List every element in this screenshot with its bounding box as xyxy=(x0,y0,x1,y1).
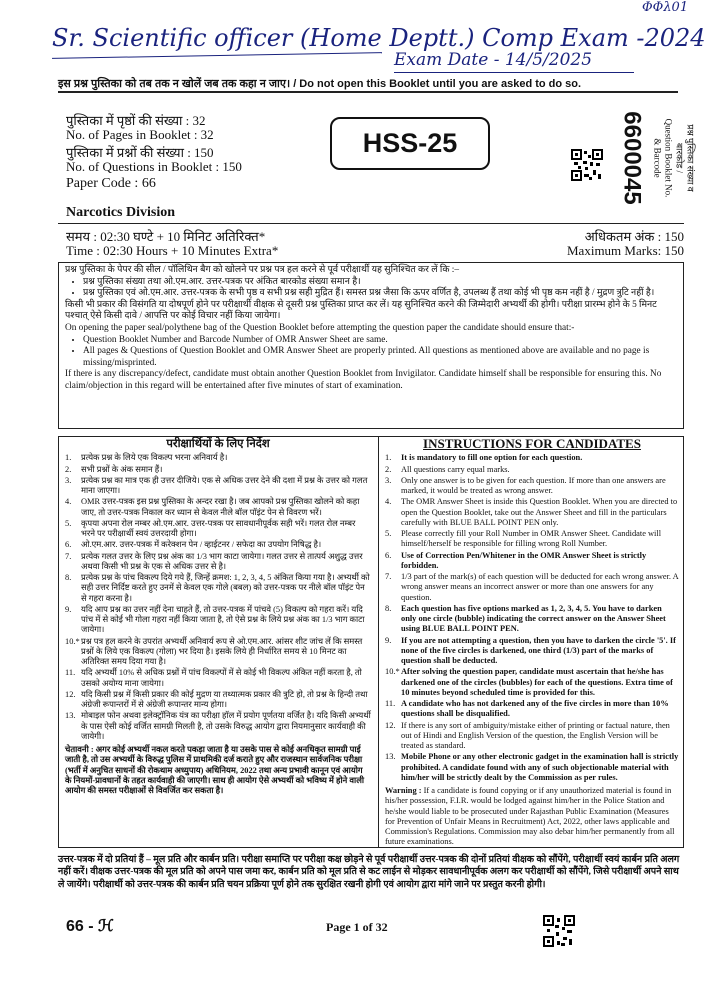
handwritten-title: Sr. Scientific officer (Home Deptt.) Comp Exam -2024 xyxy=(52,24,706,52)
max-marks-hi: अधिकतम अंक : 150 xyxy=(584,229,684,244)
notice-bullet: • Question Booklet Number and Barcode Number of OMR Answer Sheet are same. xyxy=(83,335,677,347)
instructions-english-heading: INSTRUCTIONS FOR CANDIDATES xyxy=(423,436,641,451)
instruction-item xyxy=(385,453,679,463)
paper-code: Paper Code : 66 xyxy=(66,176,156,191)
handwritten-underline xyxy=(394,72,634,73)
instruction-text: प्रत्येक प्रश्न का मात्र एक ही उत्तर दीजिये। एक से अधिक उत्तर देने की दशा में प्रश्न के उत्तर को गलत माना जाएगा। xyxy=(81,475,368,495)
page-number: Page 1 of 32 xyxy=(326,920,388,934)
booklet-code-box xyxy=(330,117,490,170)
instruction-text: 1/3 part of the mark(s) of each question will be deducted for each wrong answer. A wrong answer means an incorrect answer or more than one answers for any question. xyxy=(401,572,679,602)
instruction-item xyxy=(385,752,679,783)
booklet-check-notice xyxy=(58,262,684,429)
instruction-item xyxy=(65,605,371,636)
instruction-number: 3. xyxy=(385,475,392,485)
division-name: Narcotics Division xyxy=(66,205,176,220)
instruction-number: 12. xyxy=(385,720,396,730)
instruction-item xyxy=(385,529,679,550)
instruction-number: 8. xyxy=(65,573,72,582)
instruction-text: After solving the question paper, candidate must ascertain that he/she has darkened one of the circles (bubbles) for each of the questions. Extra time of 10 minutes beyond scheduled time is provided for this. xyxy=(401,667,673,697)
instruction-text: The OMR Answer Sheet is inside this Question Booklet. When you are directed to open the Question Booklet, take out the Answer Sheet and fill in the particulars carefully with BLUE BALL POINT PEN only. xyxy=(401,497,678,527)
instruction-item xyxy=(385,572,679,603)
instruction-item xyxy=(65,476,371,497)
instruction-text: प्रश्न पत्र हल करने के उपरांत अभ्यर्थी अनिवार्य रूप से ओ.एम.आर. आंसर शीट जांच लें कि समस्त प्रश्नों के लिये एक विकल्प (गोला) भर दिया है। इसके लिये ही निर्धारित समय से 10 मिनट का अतिरिक्त समय दिया गया है। xyxy=(81,636,363,666)
instruction-item xyxy=(65,497,371,518)
instruction-item xyxy=(65,465,371,475)
instruction-text: प्रत्येक प्रश्न के लिये एक विकल्प भरना अनिवार्य है। xyxy=(81,453,228,463)
serial-number-text: 6600045 xyxy=(619,111,646,205)
instruction-text: If there is any sort of ambiguity/mistake either of printing or factual nature, then out of Hindi and English Version of the question, the English Version will be treated as standard. xyxy=(401,720,670,750)
instruction-number: 13. xyxy=(385,752,396,762)
instruction-number: 7. xyxy=(65,551,72,561)
questions-count-hi: पुस्तिका में प्रश्नों की संख्या : 150 xyxy=(66,145,214,160)
side-label-line: प्रश्न पुस्तिका संख्या व xyxy=(685,124,695,192)
instruction-item xyxy=(385,551,679,572)
max-marks-en: Maximum Marks: 150 xyxy=(567,243,684,258)
instruction-text: मोबाइल फोन अथवा इलेक्ट्रॉनिक यंत्र का परीक्षा हॉल में प्रयोग पूर्णतया वर्जित है। यदि किसी अभ्यर्थी के पास ऐसी कोई वर्जित सामग्री मिलती है, तो उसके विरुद्ध आयोग द्वारा नियमानुसार कार्यवाही की जायेगी। xyxy=(81,711,371,741)
instruction-text: Only one answer is to be given for each question. If more than one answers are marked, it would be treated as wrong answer. xyxy=(401,475,666,495)
notice-bullet: • All pages & Questions of Question Booklet and OMR Answer Sheet are properly printed. All questions as mentioned above are available and no page is missing/misprinted. xyxy=(83,346,677,369)
warning-english xyxy=(385,786,679,848)
instruction-item xyxy=(385,721,679,752)
do-not-open-warning: इस प्रश्न पुस्तिका को तब तक न खोलें जब तक कहा न जाए। / Do not open this Booklet until you are asked to do so. xyxy=(58,78,582,90)
notice-intro-hi: प्रश्न पुस्तिका के पेपर की सील / पॉलिथिन बैग को खोलने पर प्रश्न पत्र हल करने से पूर्व परीक्षार्थी यह सुनिश्चित कर लें कि :– xyxy=(65,265,460,275)
instruction-number: 10.* xyxy=(385,667,400,677)
instruction-text: Please correctly fill your Roll Number in OMR Answer Sheet. Candidate will himself/herself be responsible for filling wrong Roll Number. xyxy=(401,529,662,549)
instruction-text: प्रत्येक गलत उत्तर के लिए प्रश्न अंक का 1/3 भाग काटा जायेगा। गलत उत्तर से तात्पर्य अशुद्ध उत्तर अथवा किसी भी प्रश्न के एक से अधिक उत्तर से है। xyxy=(81,551,363,571)
instruction-text: A candidate who has not darkened any of the five circles in more than 10% questions shall be disqualified. xyxy=(401,699,669,719)
divider xyxy=(58,91,678,93)
instruction-number: 5. xyxy=(385,529,392,538)
instruction-text: कृपया अपना रोल नम्बर ओ.एम.आर. उत्तर-पत्रक पर सावधानीपूर्वक सही भरें। गलत रोल नम्बर भरने पर परीक्षार्थी स्वयं उत्तरदायी होगा। xyxy=(81,518,356,538)
side-label-line: & Barcode xyxy=(652,138,662,178)
instruction-text: ओ.एम.आर. उत्तर-पत्रक में करेक्शन पेन / व्हाईटनर / सफेदा का उपयोग निषिद्ध है। xyxy=(81,540,322,550)
booklet-serial-number xyxy=(619,103,645,213)
instruction-item xyxy=(65,637,371,668)
instructions-english-list xyxy=(385,453,679,783)
instruction-text: यदि किसी प्रश्न में किसी प्रकार की कोई मुद्रण या तथ्यात्मक प्रकार की त्रुटि हो, तो प्रश्न के हिन्दी तथा अंग्रेजी रूपान्तरों में से अंग्रेजी रूपान्तर मान्य होगा। xyxy=(81,689,368,709)
time-hi: समय : 02:30 घण्टे + 10 मिनिट अतिरिक्त* xyxy=(66,229,266,244)
handwritten-underline xyxy=(52,52,382,59)
instruction-item xyxy=(65,573,371,604)
column-divider xyxy=(378,437,379,847)
instruction-text: सभी प्रश्नों के अंक समान हैं। xyxy=(81,464,163,474)
instruction-text: OMR उत्तर-पत्रक इस प्रश्न पुस्तिका के अन्दर रखा है। जब आपको प्रश्न पुस्तिका खोलने को कहा जाए, तो उत्तर-पत्रक निकाल कर ध्यान से केवल नीले बॉल पॉइंट पेन से विवरण भरें। xyxy=(81,497,360,517)
instruction-number: 6. xyxy=(65,540,72,550)
instruction-number: 4. xyxy=(65,497,72,507)
side-label-line: Question Booklet No. xyxy=(663,118,673,198)
instruction-number: 5. xyxy=(65,518,72,528)
instruction-text: Mobile Phone or any other electronic gadget in the examination hall is strictly prohibited. A candidate found with any of such objectionable material with him/her will be strictly dealt by the Commission as per rules. xyxy=(401,752,679,782)
instruction-item xyxy=(385,497,679,528)
instruction-text: यदि अभ्यर्थी 10% से अधिक प्रश्नों में पांच विकल्पों में से कोई भी विकल्प अंकित नहीं करता है, तो उसको अयोग्य माना जायेगा। xyxy=(81,668,362,688)
instruction-number: 2. xyxy=(385,464,392,474)
instructions-hindi-heading: परीक्षार्थियों के लिए निर्देश xyxy=(166,438,270,450)
instructions-english-column xyxy=(385,436,679,848)
instruction-number: 13. xyxy=(65,711,76,721)
instruction-text: All questions carry equal marks. xyxy=(401,464,510,474)
instruction-number: 11. xyxy=(65,668,76,678)
warning-label: Warning : xyxy=(385,786,422,795)
booklet-number-label xyxy=(648,103,698,213)
instructions-hindi-column xyxy=(65,439,371,796)
instruction-text: Each question has five options marked as 1, 2, 3, 4, 5. You have to darken only one circle (bubble) indicating the correct answer on the Answer Sheet using BLUE BALL POINT PEN. xyxy=(401,603,666,634)
notice-intro-en: On opening the paper seal/polythene bag of the Question Booklet before attempting the question paper the candidate should ensure that:- xyxy=(65,322,575,333)
instruction-number: 11. xyxy=(385,699,396,708)
warning-hindi: चेतावनी : अगर कोई अभ्यर्थी नकल करते पकड़ा जाता है या उसके पास से कोई अनधिकृत सामग्री पाई जाती है, तो उस अभ्यर्थी के विरुद्ध पुलिस में प्राथमिकी दर्ज कराते हुए और राजस्थान सार्वजनिक परीक्षा (भर्ती में अनुचित साधनों की रोकथाम अध्युपाय) अधिनियम, 2022 तथा अन्य प्रभावी कानून एवं आयोग के नियमों-प्रावधानों के तहत कार्यवाही की जाएगी। साथ ही आयोग ऐसे अभ्यर्थी को भविष्य में होने वाली आयोग की समस्त परीक्षाओं से विवर्जित कर सकता है। xyxy=(65,745,365,795)
notice-bullet: • प्रश्न पुस्तिका एवं ओ.एम.आर. उत्तर-पत्रक के सभी पृष्ठ व सभी प्रश्न सही मुद्रित हैं। समस्त प्रश्न जैसा कि ऊपर वर्णित है, उपलब्ध हैं तथा कोई भी पृष्ठ कम नहीं है / मुद्रण त्रुटि नहीं है। xyxy=(83,288,677,300)
instruction-item xyxy=(65,453,371,463)
instruction-number: 9. xyxy=(385,635,392,645)
instruction-text: प्रत्येक प्रश्न के पांच विकल्प दिये गये हैं, जिन्हें क्रमश: 1, 2, 3, 4, 5 अंकित किया गया है। अभ्यर्थी को सही उत्तर निर्दिष्ट करते हुए उनमें से केवल एक गोले (बबल) को उत्तर-पत्रक पर नीले बॉल पॉइंट पेन से गहरा करना है। xyxy=(81,573,370,603)
instruction-number: 6. xyxy=(385,550,392,560)
questions-count-en: No. of Questions in Booklet : 150 xyxy=(66,159,242,174)
instruction-number: 1. xyxy=(385,453,392,463)
instruction-item xyxy=(65,690,371,711)
qr-code-icon xyxy=(571,149,603,181)
warning-text: If a candidate is found copying or if any unauthorized material is found in his/her possession, F.I.R. would be lodged against him/her in the Police Station and he/she would liable to be prosecuted under Rajasthan Public Examination (Measures for Prevention of Unfair Means in Recruitment) Act, 2022, other laws applicable and Commission's Regulations. Commission may also debar him/her permanently from all future examinations. xyxy=(385,786,675,847)
divider xyxy=(58,223,684,224)
instruction-number: 9. xyxy=(65,604,72,614)
pages-count-en: No. of Pages in Booklet : 32 xyxy=(66,127,214,142)
notice-outro-en: If there is any discrepancy/defect, candidate must obtain another Question Booklet from Invigilator. Candidate himself shall be responsible for ensuring this. No claim/objection in this regard will be entertained after five minutes of start of examination. xyxy=(65,369,662,391)
instruction-item xyxy=(385,636,679,667)
instruction-item xyxy=(65,540,371,550)
instruction-number: 7. xyxy=(385,572,392,581)
instruction-text: If you are not attempting a question, then you have to darken the circle '5'. If none of the five circles is darkened, one third (1/3) part of the marks of question shall be deducted. xyxy=(401,635,676,665)
paper-code-footer: 66 - ℋ xyxy=(66,918,114,935)
instruction-number: 2. xyxy=(65,464,72,474)
qr-code-icon xyxy=(543,915,575,947)
instruction-text: Use of Correction Pen/Whitener in the OMR Answer Sheet is strictly forbidden. xyxy=(401,550,647,570)
instruction-number: 10.* xyxy=(65,636,80,646)
instruction-number: 1. xyxy=(65,453,72,463)
time-en: Time : 02:30 Hours + 10 Minutes Extra* xyxy=(66,243,279,258)
booklet-code: HSS-25 xyxy=(362,128,458,158)
instruction-item xyxy=(65,552,371,573)
instruction-number: 4. xyxy=(385,497,392,507)
instructions-hindi-list xyxy=(65,453,371,742)
instruction-item xyxy=(385,476,679,497)
handwritten-exam-date: Exam Date - 14/5/2025 xyxy=(394,50,593,70)
instruction-item xyxy=(385,604,679,635)
instruction-item xyxy=(385,699,679,720)
instruction-item xyxy=(65,519,371,540)
pages-count-hi: पुस्तिका में पृष्ठों की संख्या : 32 xyxy=(66,113,206,128)
instruction-number: 8. xyxy=(385,603,392,613)
instructions-box xyxy=(58,436,684,848)
instruction-item xyxy=(385,465,679,475)
notice-bullet: • प्रश्न पुस्तिका संख्या तथा ओ.एम.आर. उत्तर-पत्रक पर अंकित बारकोड संख्या समान है। xyxy=(83,277,677,289)
instruction-text: It is mandatory to fill one option for each question. xyxy=(401,453,583,463)
instruction-item xyxy=(385,667,679,698)
answer-sheet-copy-notice: उत्तर-पत्रक में दो प्रतियां हैं – मूल प्रति और कार्बन प्रति। परीक्षा समाप्ति पर परीक्षा कक्ष छोड़ने से पूर्व परीक्षार्थी उत्तर-पत्रक की दोनों प्रतियां वीक्षक को सौंपेंगे, परीक्षार्थी स्वयं कार्बन प्रति अलग नहीं करें। वीक्षक उत्तर-पत्रक की मूल प्रति को अपने पास जमा कर, कार्बन प्रति को मूल प्रति से कट लाईन से मोड़कर सावधानीपूर्वक अलग कर परीक्षार्थी को सौंपेंगे, जिसे परीक्षार्थी अपने साथ ले जायेंगे। परीक्षार्थी को उत्तर-पत्रक की कार्बन प्रति चयन प्रक्रिया पूर्ण होने तक सुरक्षित रखनी होगी एवं आयोग द्वारा मांगे जाने पर प्रस्तुत करनी होगी। xyxy=(58,855,680,890)
instruction-text: यदि आप प्रश्न का उत्तर नहीं देना चाहते हैं, तो उत्तर-पत्रक में पांचवे (5) विकल्प को गहरा करें। यदि पांच में से कोई भी गोला गहरा नहीं किया जाता है, तो ऐसे प्रश्न के लिये प्रश्न अंक का 1/3 भाग काटा जायेगा। xyxy=(81,604,365,635)
handwritten-corner-note: ΦΦλ01 xyxy=(642,0,689,15)
side-label-line: बारकोड / xyxy=(674,143,684,173)
instruction-item xyxy=(65,711,371,742)
instruction-number: 3. xyxy=(65,475,72,485)
notice-outro-hi: किसी भी प्रकार की विसंगति या दोषपूर्ण होने पर परीक्षार्थी वीक्षक से दूसरी प्रश्न पुस्तिका प्राप्त कर लें। यह सुनिश्चित करने की जिम्मेदारी अभ्यर्थी की होगी। परीक्षा प्रारम्भ होने के 5 मिनट पश्चात् ऐसे किसी दावे / आपत्ति पर कोई विचार नहीं किया जायेगा। xyxy=(65,299,657,322)
instruction-item xyxy=(65,668,371,689)
instruction-number: 12. xyxy=(65,689,76,699)
